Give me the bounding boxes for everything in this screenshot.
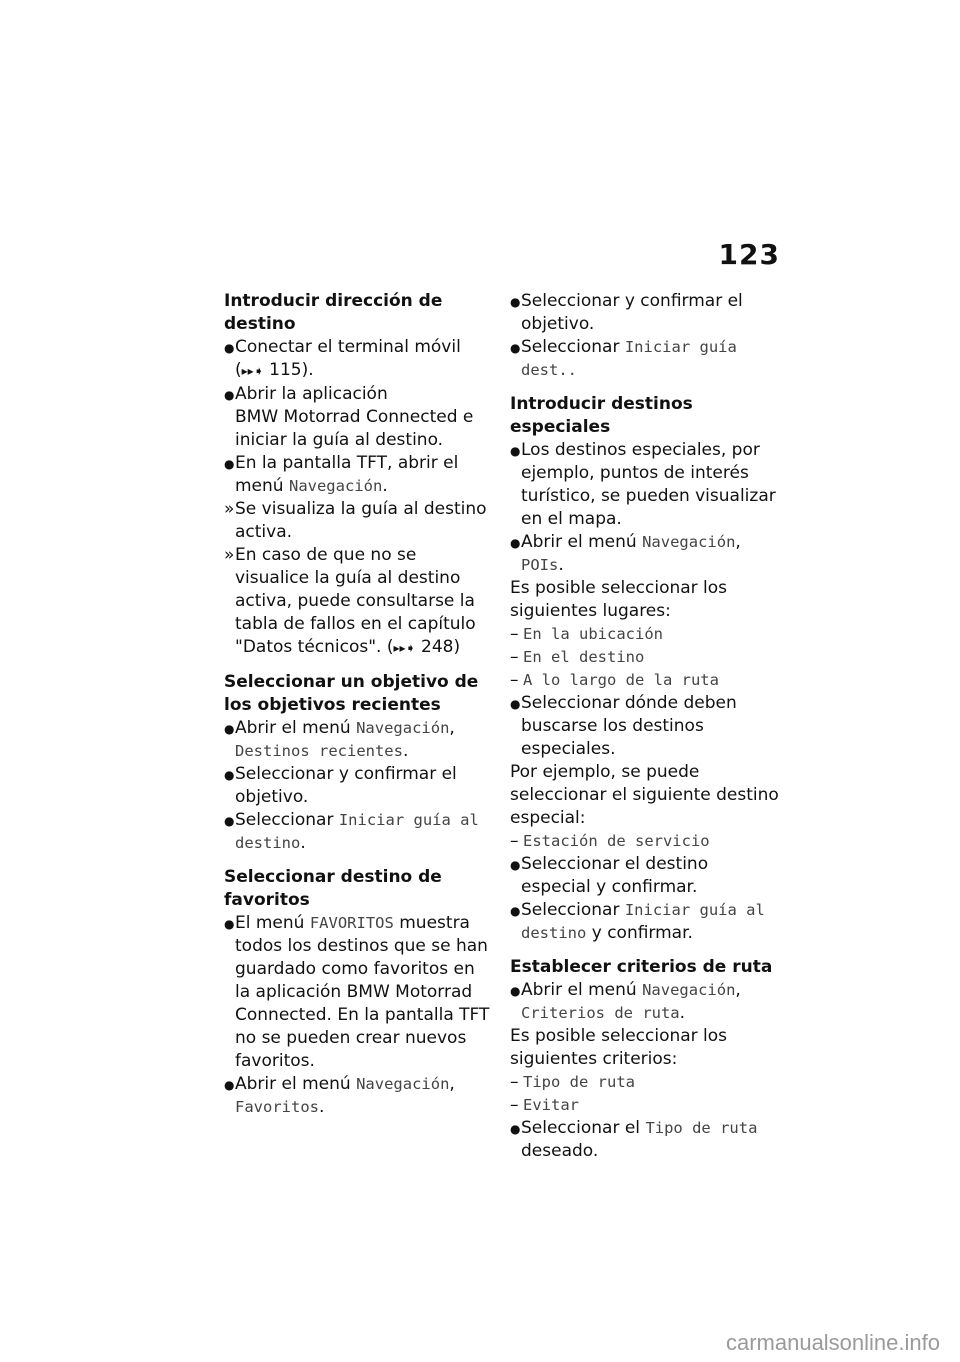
- option-item: – Tipo de ruta: [510, 1072, 635, 1092]
- list-item: ● Seleccionar Iniciar guía al destino.: [224, 810, 479, 853]
- list-item: ● Seleccionar Iniciar guía al destino y confirmar.: [510, 900, 765, 943]
- reference-arrow-icon: ▸▸➧: [393, 641, 416, 655]
- option-item: – En la ubicación: [510, 624, 663, 644]
- reference-arrow-icon: ▸▸➧: [241, 364, 264, 378]
- list-item: ● Abrir el menú Navegación, Criterios de ruta.: [510, 980, 741, 1023]
- list-item: ● En la pantalla TFT, abrir el menú Navegación.: [224, 453, 459, 496]
- dash-marker: –: [510, 647, 519, 667]
- list-item: ● Abrir la aplicación BMW Motorrad Connected e iniciar la guía al destino.: [224, 384, 474, 450]
- option-item: – En el destino: [510, 647, 645, 667]
- result-item: » En caso de que no se visualice la guía al destino activa, puede consultarse la tabla de fallos en el capítulo "Datos técnicos". (▸▸➧ 248): [224, 544, 494, 660]
- dash-marker: –: [510, 624, 519, 644]
- section-heading: Introducir dirección de destino: [224, 291, 443, 334]
- result-arrow-icon: »: [224, 499, 235, 519]
- bullet-icon: ●: [510, 295, 521, 309]
- bullet-icon: ●: [224, 768, 235, 782]
- paragraph: Es posible seleccionar los siguientes criterios:: [510, 1026, 728, 1069]
- bullet-icon: ●: [510, 341, 521, 355]
- dash-marker: –: [510, 1072, 519, 1092]
- bullet-icon: ●: [510, 984, 521, 998]
- dash-marker: –: [510, 831, 519, 851]
- bullet-icon: ●: [224, 1078, 235, 1092]
- list-item: ● Conectar el terminal móvil (▸▸➧ 115).: [224, 336, 494, 383]
- list-item: ● Seleccionar Iniciar guía dest..: [510, 337, 737, 379]
- option-item: – A lo largo de la ruta: [510, 670, 719, 690]
- bullet-icon: ●: [224, 341, 235, 355]
- dash-marker: –: [510, 670, 519, 690]
- section-heading: Establecer criterios de ruta: [510, 957, 773, 977]
- result-item: » Se visualiza la guía al destino activa.: [224, 499, 487, 542]
- list-item: ● Seleccionar y confirmar el objetivo.: [510, 291, 743, 334]
- bullet-icon: ●: [510, 536, 521, 550]
- result-arrow-icon: »: [224, 545, 235, 565]
- bullet-icon: ●: [224, 457, 235, 471]
- section-heading: Seleccionar un objetivo de los objetivos recientes: [224, 672, 479, 715]
- list-item: ● Seleccionar el destino especial y confirmar.: [510, 854, 709, 897]
- list-item: ● Abrir el menú Navegación, Destinos recientes.: [224, 718, 455, 761]
- list-item: ● Seleccionar dónde deben buscarse los destinos especiales.: [510, 693, 737, 759]
- section-heading: Introducir destinos especiales: [510, 394, 693, 437]
- section-heading: Seleccionar destino de favoritos: [224, 867, 442, 910]
- bullet-icon: ●: [510, 904, 521, 918]
- option-item: – Estación de servicio: [510, 831, 710, 851]
- bullet-icon: ●: [510, 444, 521, 458]
- bullet-icon: ●: [224, 722, 235, 736]
- dash-marker: –: [510, 1095, 519, 1115]
- paragraph: Por ejemplo, se puede seleccionar el siguiente destino especial:: [510, 762, 779, 828]
- list-item: ● Abrir el menú Navegación, POIs.: [510, 532, 741, 575]
- bullet-icon: ●: [510, 697, 521, 711]
- paragraph: Es posible seleccionar los siguientes lugares:: [510, 578, 728, 621]
- bullet-icon: ●: [510, 858, 521, 872]
- page-number: 123: [718, 238, 780, 271]
- bullet-icon: ●: [510, 1122, 521, 1136]
- left-column: [224, 290, 494, 1119]
- right-column: [510, 290, 780, 1163]
- bullet-icon: ●: [224, 917, 235, 931]
- list-item: ● Los destinos especiales, por ejemplo, puntos de interés turístico, se pueden visualizar en el mapa.: [510, 440, 776, 529]
- list-item: ● El menú FAVORITOS muestra todos los destinos que se han guardado como favoritos en la aplicación BMW Motorrad Connected. En la pantalla TFT no se pueden crear nuevos favoritos.: [224, 913, 490, 1071]
- bullet-icon: ●: [224, 388, 235, 402]
- list-item: ● Seleccionar el Tipo de ruta deseado.: [510, 1118, 758, 1161]
- footer-watermark: carmanualsonline.info: [725, 1330, 940, 1355]
- list-item: ● Seleccionar y confirmar el objetivo.: [224, 764, 457, 807]
- list-item: ● Abrir el menú Navegación, Favoritos.: [224, 1074, 455, 1117]
- bullet-icon: ●: [224, 814, 235, 828]
- option-item: – Evitar: [510, 1095, 579, 1115]
